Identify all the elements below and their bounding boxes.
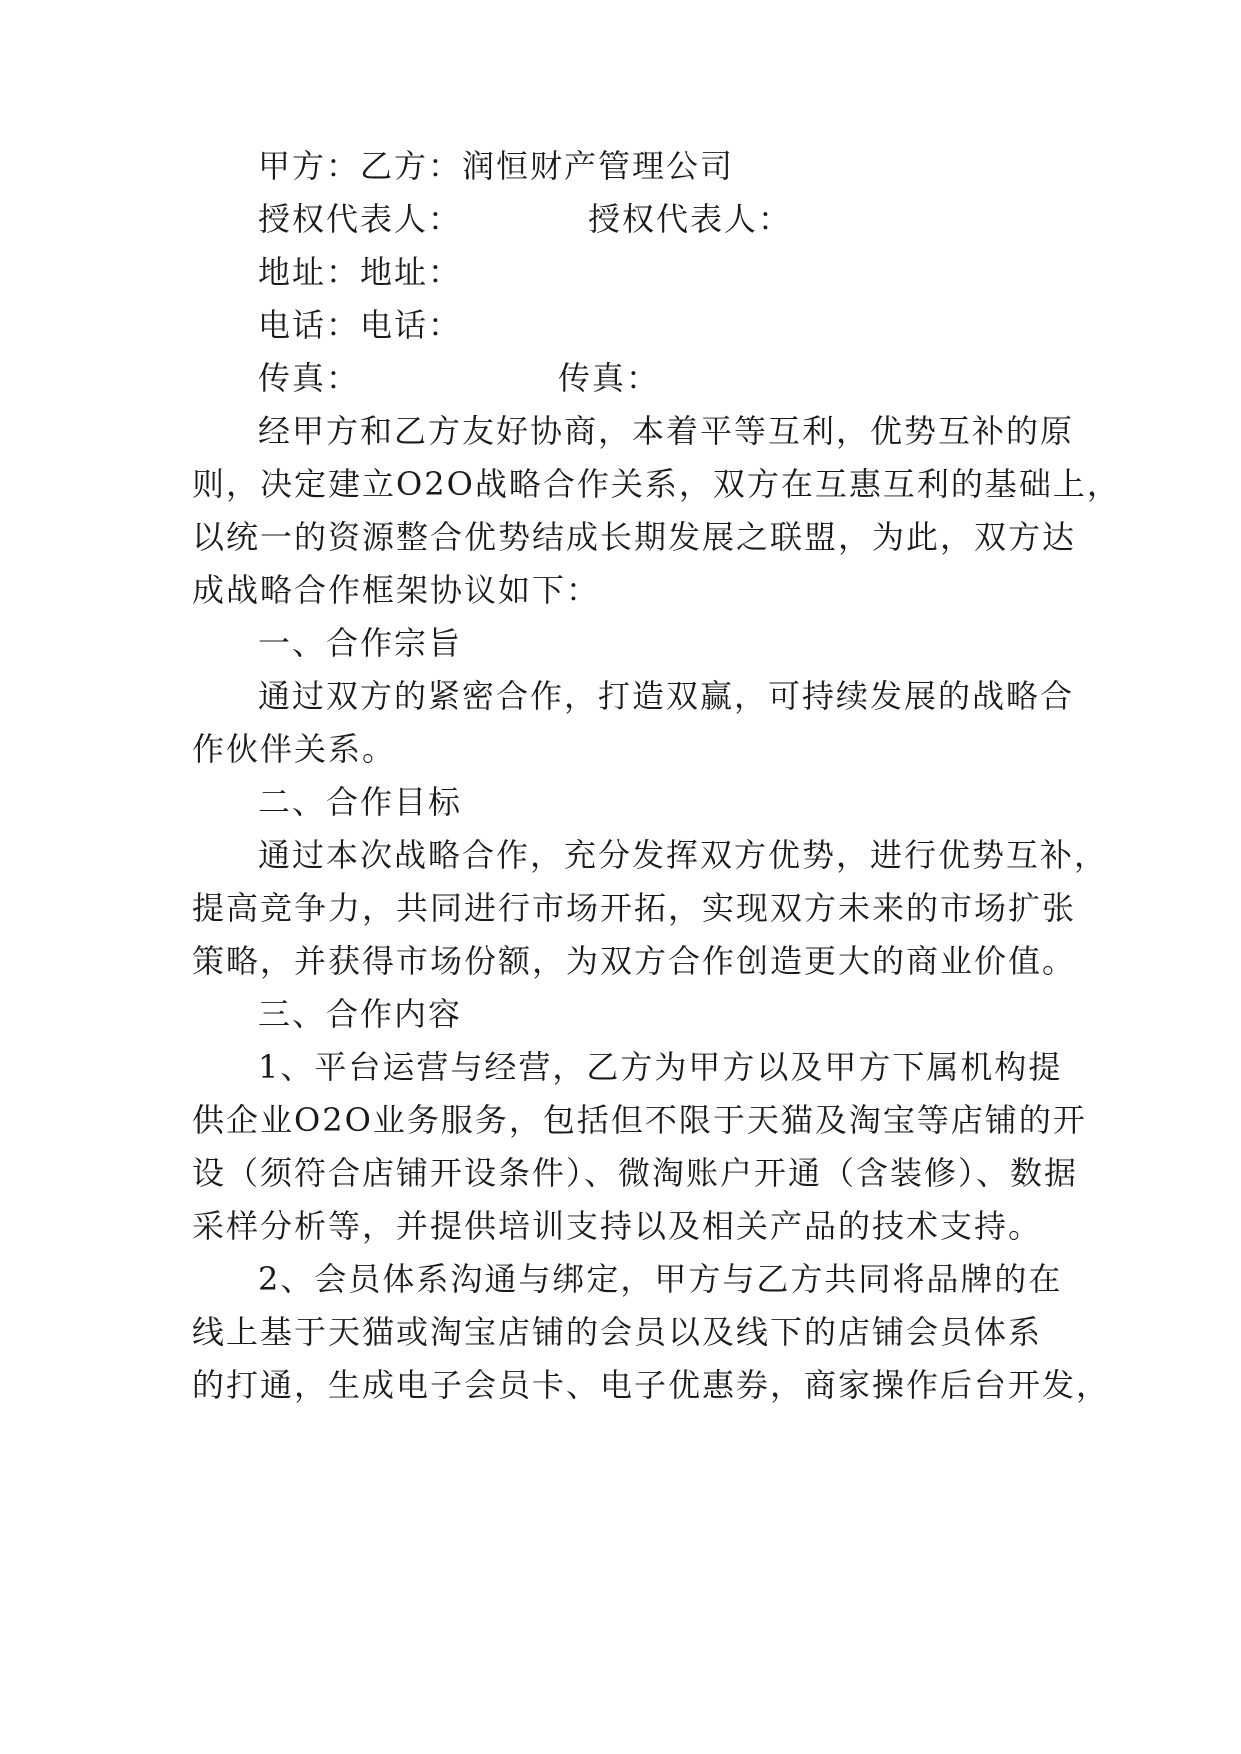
- section-heading: 二、合作目标: [258, 783, 463, 821]
- address-line: 地址：地址：: [258, 253, 463, 291]
- section-text-line: 提高竞争力，共同进行市场开拓，实现双方未来的市场扩张: [192, 889, 1077, 927]
- rep-line: [258, 199, 793, 239]
- section-text-line: 1、平台运营与经营，乙方为甲方以及甲方下属机构提: [258, 1048, 1063, 1086]
- section-text-line: 2、会员体系沟通与绑定，甲方与乙方共同将品牌的在: [258, 1260, 1063, 1298]
- intro-line: 以统一的资源整合优势结成长期发展之联盟，为此，双方达: [192, 518, 1077, 556]
- section-text-line: 线上基于天猫或淘宝店铺的会员以及线下的店铺会员体系: [192, 1313, 1043, 1351]
- section-text-line: 采样分析等，并提供培训支持以及相关产品的技术支持。: [192, 1207, 1043, 1245]
- section-text-line: 的打通，生成电子会员卡、电子优惠券，商家操作后台开发，: [192, 1366, 1111, 1404]
- section-text-line: 通过双方的紧密合作，打造双赢，可持续发展的战略合: [258, 677, 1075, 715]
- section-text-line: 供企业O2O业务服务，包括但不限于天猫及淘宝等店铺的开: [192, 1101, 1087, 1139]
- section-heading: 一、合作宗旨: [258, 624, 463, 662]
- phone-line: 电话：电话：: [258, 306, 463, 344]
- rep-right-label: 授权代表人：: [588, 200, 793, 238]
- intro-line: 则，决定建立O2O战略合作关系，双方在互惠互利的基础上，: [192, 465, 1121, 503]
- section-text-line: 策略，并获得市场份额，为双方合作创造更大的商业价值。: [192, 942, 1077, 980]
- fax-line: [258, 358, 661, 398]
- intro-line: 成战略合作框架协议如下：: [192, 571, 601, 609]
- parties-line: 甲方：乙方：润恒财产管理公司: [258, 147, 735, 185]
- fax-left-label: 传真：: [258, 359, 361, 397]
- section-text-line: 通过本次战略合作，充分发挥双方优势，进行优势互补，: [258, 836, 1109, 874]
- section-heading: 三、合作内容: [258, 995, 463, 1033]
- section-text-line: 设（须符合店铺开设条件）、微淘账户开通（含装修）、数据: [192, 1154, 1079, 1192]
- section-text-line: 作伙伴关系。: [192, 730, 397, 768]
- rep-left-label: 授权代表人：: [258, 200, 463, 238]
- intro-line: 经甲方和乙方友好协商，本着平等互利，优势互补的原: [258, 412, 1075, 450]
- fax-right-label: 传真：: [558, 359, 661, 397]
